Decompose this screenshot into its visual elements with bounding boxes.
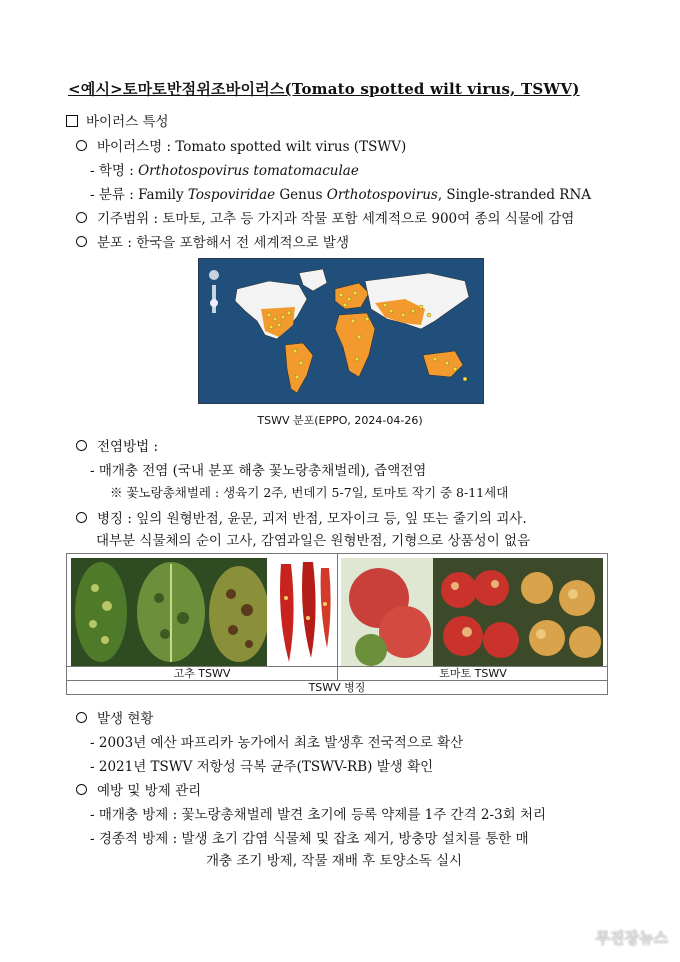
circle-bullet-icon	[76, 236, 87, 247]
circle-bullet-icon	[76, 512, 87, 523]
circle-bullet-icon	[76, 440, 87, 451]
circle-bullet-icon	[76, 212, 87, 223]
virus-name-text: 바이러스명 : Tomato spotted wilt virus (TSWV)	[97, 139, 407, 155]
prevention-detail-1: - 매개충 방제 : 꽃노랑총채벌레 발견 초기에 등록 약제를 1주 간격 2-3회 처리	[90, 807, 547, 823]
map-caption: TSWV 분포(EPPO, 2024-04-26)	[257, 414, 423, 427]
sci-label: - 학명 :	[90, 163, 139, 179]
symptoms-text-2: 대부분 식물체의 순이 고사, 감염과일은 원형반점, 기형으로 상품성이 없음	[96, 533, 531, 549]
symptoms-text-1: 병징 : 잎의 원형반점, 윤문, 괴저 반점, 모자이크 등, 잎 또는 줄기의 괴사.	[97, 511, 527, 527]
tomato-symptom-photo	[341, 558, 603, 666]
class-rest: , Single-stranded RNA	[437, 187, 592, 203]
transmission-detail: - 매개충 전염 (국내 분포 해충 꽃노랑총채벌레), 즙액전염	[90, 463, 427, 479]
square-bullet-icon	[66, 115, 78, 127]
pepper-leaf-photo-graphic	[71, 558, 333, 666]
section-virus-characteristics	[66, 110, 169, 130]
virus-name-item	[76, 135, 406, 155]
occurrence-item	[76, 707, 153, 727]
photo-column-divider	[337, 554, 338, 680]
transmission-note: ※ 꽃노랑총채벌레 : 생육기 2주, 번데기 5-7일, 토마토 작기 중 8-11세대	[110, 485, 509, 500]
occurrence-detail-1: - 2003년 예산 파프리카 농가에서 최초 발생후 전국적으로 확산	[90, 735, 464, 751]
classification-item	[90, 183, 591, 203]
circle-bullet-icon	[76, 140, 87, 151]
host-range-text: 기주범위 : 토마토, 고추 등 가지과 작물 포함 세계적으로 900여 종의 식물에 감염	[97, 211, 575, 227]
symptom-photo-table	[66, 553, 608, 695]
class-family: Tospoviridae	[187, 187, 276, 203]
section-heading: 바이러스 특성	[86, 114, 169, 130]
prevention-item	[76, 779, 201, 799]
transmission-text: 전염방법 :	[97, 439, 159, 455]
distribution-item	[76, 231, 349, 251]
prevention-detail-2a: - 경종적 방제 : 발생 초기 감염 식물체 및 잡초 제거, 방충망 설치를 통한 매	[90, 831, 529, 847]
sci-name: Orthotospovirus tomatomaculae	[138, 163, 359, 179]
class-genus-label: Genus	[275, 187, 327, 203]
tomato-tswv-label: 토마토 TSWV	[337, 666, 608, 681]
world-map-graphic	[199, 259, 483, 403]
scientific-name-item	[90, 159, 359, 179]
class-genus: Orthotospovirus	[326, 187, 438, 203]
document-title: <예시>토마토반점위조바이러스(Tomato spotted wilt virus, TSWV)	[68, 80, 580, 98]
host-range-item	[76, 207, 574, 227]
pepper-tswv-label: 고추 TSWV	[67, 666, 337, 681]
transmission-item	[76, 435, 158, 455]
prevention-text: 예방 및 방제 관리	[97, 783, 202, 799]
world-distribution-map	[198, 258, 484, 404]
circle-bullet-icon	[76, 712, 87, 723]
class-label: - 분류 : Family	[90, 187, 188, 203]
tomato-fruit-photo-graphic	[341, 558, 603, 666]
tswv-symptoms-label: TSWV 병징	[67, 680, 607, 695]
circle-bullet-icon	[76, 784, 87, 795]
distribution-text: 분포 : 한국을 포함해서 전 세계적으로 발생	[97, 235, 349, 251]
prevention-detail-2b: 개충 조기 방제, 작물 재배 후 토양소독 실시	[206, 853, 463, 869]
map-pan-control-icon	[209, 270, 219, 280]
watermark-logo: 무진장뉴스	[595, 929, 668, 947]
symptoms-item	[76, 507, 527, 527]
occurrence-text: 발생 현황	[97, 711, 154, 727]
occurrence-detail-2: - 2021년 TSWV 저항성 극복 균주(TSWV-RB) 발생 확인	[90, 759, 434, 775]
pepper-symptom-photo	[71, 558, 333, 666]
